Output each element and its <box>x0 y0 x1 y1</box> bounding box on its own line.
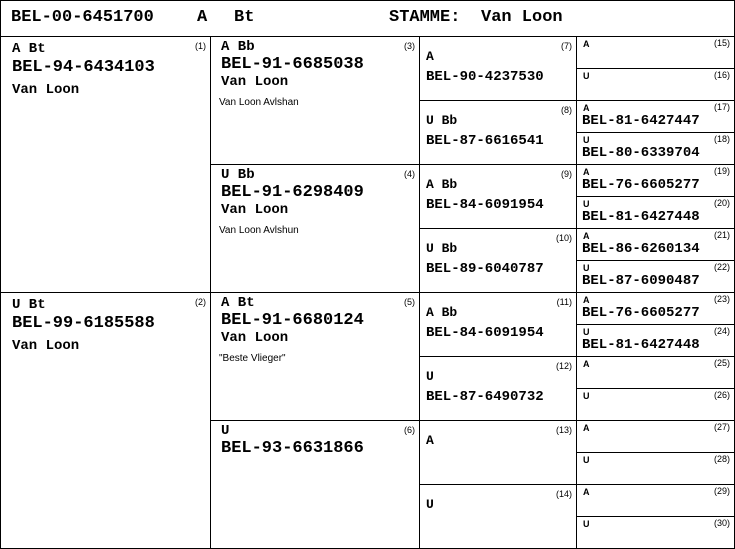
cell-number: (8) <box>561 105 572 115</box>
ancestor-cell <box>577 133 734 164</box>
sex-color: U <box>221 423 230 439</box>
sex-marker: U <box>583 327 590 337</box>
sex-color: A Bb <box>221 39 255 55</box>
sex-marker: A <box>583 295 590 305</box>
cell-number: (28) <box>713 454 730 464</box>
sex-color: A Bb <box>426 305 458 320</box>
ring-number: BEL-86-6260134 <box>582 241 700 257</box>
sex-marker: A <box>583 487 590 497</box>
ancestor-cell <box>577 69 734 100</box>
owner-name: Van Loon <box>221 202 289 218</box>
remark: Van Loon Avlshan <box>219 97 299 108</box>
cell-number: (30) <box>713 518 730 528</box>
grandparent-cell <box>211 37 419 164</box>
great-grandparent-cell <box>420 421 576 484</box>
cell-number: (27) <box>713 422 730 432</box>
ring-number: BEL-84-6091954 <box>426 197 544 213</box>
ancestor-cell <box>577 325 734 356</box>
cell-number: (13) <box>555 425 572 435</box>
cell-number: (10) <box>555 233 572 243</box>
remark: "Beste Vlieger" <box>219 353 286 364</box>
ancestor-cell <box>577 517 734 548</box>
sex-color: A Bt <box>12 41 46 57</box>
cell-number: (25) <box>713 358 730 368</box>
great-grandparent-cell <box>420 485 576 548</box>
sex-color: U <box>426 497 434 512</box>
cell-number: (6) <box>404 425 415 435</box>
sex-marker: A <box>583 359 590 369</box>
sex-marker: A <box>583 167 590 177</box>
great-grandparent-cell <box>420 165 576 228</box>
sex-color: A <box>426 433 434 448</box>
cell-number: (17) <box>713 102 730 112</box>
ring-number: BEL-81-6427448 <box>582 209 700 225</box>
ring-number: BEL-80-6339704 <box>582 145 700 161</box>
ring-number: BEL-76-6605277 <box>582 177 700 193</box>
sex-marker: U <box>583 455 590 465</box>
owner-name: Van Loon <box>12 82 80 98</box>
ring-number: BEL-93-6631866 <box>221 439 364 458</box>
cell-number: (16) <box>713 70 730 80</box>
cell-number: (1) <box>195 41 206 51</box>
ring-number: BEL-94-6434103 <box>12 58 155 77</box>
cell-number: (5) <box>404 297 415 307</box>
stamme-value: Van Loon <box>481 8 563 27</box>
sex-marker: U <box>583 71 590 81</box>
sex-color: A Bb <box>426 177 458 192</box>
cell-number: (12) <box>555 361 572 371</box>
ring-number: BEL-91-6685038 <box>221 55 364 74</box>
ancestor-cell <box>577 229 734 260</box>
cell-number: (7) <box>561 41 572 51</box>
ring-number: BEL-89-6040787 <box>426 261 544 277</box>
ring-number: BEL-76-6605277 <box>582 305 700 321</box>
cell-number: (29) <box>713 486 730 496</box>
cell-number: (19) <box>713 166 730 176</box>
ancestor-cell <box>577 165 734 196</box>
subject-color: Bt <box>234 8 255 27</box>
ring-number: BEL-91-6298409 <box>221 183 364 202</box>
ancestor-cell <box>577 261 734 292</box>
ancestor-cell <box>577 389 734 420</box>
ancestor-cell <box>577 453 734 484</box>
ring-number: BEL-81-6427448 <box>582 337 700 353</box>
ring-number: BEL-84-6091954 <box>426 325 544 341</box>
grandparent-cell <box>211 421 419 548</box>
sex-color: A Bt <box>221 295 255 311</box>
ancestor-cell <box>577 357 734 388</box>
sex-marker: A <box>583 423 590 433</box>
ancestor-cell <box>577 197 734 228</box>
grandparent-cell <box>211 165 419 292</box>
ancestor-cell <box>577 37 734 68</box>
ring-number: BEL-81-6427447 <box>582 113 700 129</box>
sex-color: U Bb <box>221 167 255 183</box>
cell-number: (3) <box>404 41 415 51</box>
cell-number: (9) <box>561 169 572 179</box>
grandparent-cell <box>211 293 419 420</box>
ancestor-cell <box>577 485 734 516</box>
cell-number: (22) <box>713 262 730 272</box>
sex-marker: U <box>583 519 590 529</box>
ring-number: BEL-91-6680124 <box>221 311 364 330</box>
great-grandparent-cell <box>420 101 576 164</box>
cell-number: (11) <box>556 297 572 307</box>
cell-number: (18) <box>713 134 730 144</box>
sex-marker: U <box>583 391 590 401</box>
cell-number: (20) <box>713 198 730 208</box>
ring-number: BEL-90-4237530 <box>426 69 544 85</box>
ancestor-cell <box>577 101 734 132</box>
great-grandparent-cell <box>420 357 576 420</box>
owner-name: Van Loon <box>221 330 289 346</box>
sex-marker: U <box>583 199 590 209</box>
sex-color: U <box>426 369 434 384</box>
ancestor-cell <box>577 293 734 324</box>
sex-marker: U <box>583 263 590 273</box>
ring-number: BEL-87-6090487 <box>582 273 700 289</box>
cell-number: (2) <box>195 297 206 307</box>
sex-marker: A <box>583 103 590 113</box>
cell-number: (26) <box>713 390 730 400</box>
cell-number: (21) <box>713 230 730 240</box>
ring-number: BEL-87-6616541 <box>426 133 544 149</box>
sex-marker: A <box>583 39 590 49</box>
ancestor-cell <box>577 421 734 452</box>
cell-number: (14) <box>555 489 572 499</box>
parent-cell <box>1 37 210 292</box>
sex-color: U Bb <box>426 241 458 256</box>
sex-marker: A <box>583 231 590 241</box>
sex-color: A <box>426 49 434 64</box>
parent-cell <box>1 293 210 548</box>
border-top <box>0 0 735 1</box>
sex-marker: U <box>583 135 590 145</box>
great-grandparent-cell <box>420 229 576 292</box>
remark: Van Loon Avlshun <box>219 225 299 236</box>
great-grandparent-cell <box>420 37 576 100</box>
subject-sex: A <box>197 8 208 27</box>
ring-number: BEL-87-6490732 <box>426 389 544 405</box>
subject-ring: BEL-00-6451700 <box>11 8 154 27</box>
great-grandparent-cell <box>420 293 576 356</box>
sex-color: U Bb <box>426 113 458 128</box>
stamme-label: STAMME: <box>389 8 461 27</box>
cell-number: (24) <box>713 326 730 336</box>
ring-number: BEL-99-6185588 <box>12 314 155 333</box>
cell-number: (4) <box>404 169 415 179</box>
cell-number: (15) <box>713 38 730 48</box>
sex-color: U Bt <box>12 297 46 313</box>
owner-name: Van Loon <box>12 338 80 354</box>
cell-number: (23) <box>713 294 730 304</box>
owner-name: Van Loon <box>221 74 289 90</box>
